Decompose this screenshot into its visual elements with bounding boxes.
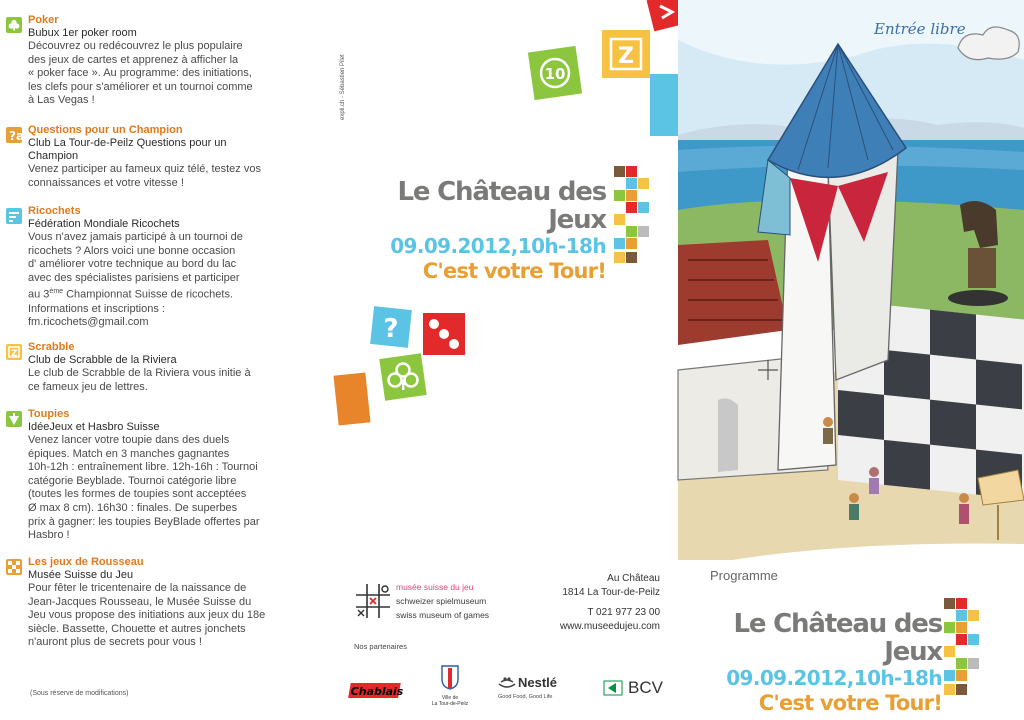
section-body (28, 582, 332, 650)
body-line: Jeu vous propose des initiations aux jeux du 18e (28, 609, 266, 622)
game-icon-strip (614, 166, 662, 270)
disclaimer-note: (Sous réserve de modifications) (30, 690, 129, 697)
museum-logo (354, 580, 524, 630)
photo-credit (340, 10, 350, 120)
nestle-text: Nestlé (518, 674, 558, 690)
chablais-text: Chablais (350, 685, 404, 698)
body-line: Hasbro ! (28, 529, 70, 542)
section-body (28, 231, 332, 330)
body-text: Championnat Suisse de ricochets. (63, 289, 234, 302)
section-body (28, 434, 332, 543)
poker-club-icon (6, 17, 22, 33)
body-line: « poker face ». Au programme: des initiations, (28, 67, 252, 80)
body-line: des jeux de cartes et apprenez à afficher la (28, 53, 239, 66)
question-icon (6, 127, 25, 143)
ten-ball-tile (526, 44, 584, 102)
body-line: prix à gagner: les toupies BeyBlade offertes par (28, 515, 260, 528)
body-line: Jean-Jacques Rousseau, le Musée Suisse du (28, 595, 252, 608)
section-poker (6, 14, 332, 108)
ten-label: 10 (544, 65, 566, 83)
body-line (28, 285, 332, 302)
ricochets-icon (6, 208, 22, 224)
tic-tac-toe-icon (354, 582, 392, 620)
body-line: à Las Vegas ! (28, 94, 95, 107)
scrabble-tile-icon (6, 344, 22, 360)
body-line: (toutes les formes de toupies sont acceptées (28, 488, 247, 501)
event-date: 09.09.2012,10h-18h (390, 234, 606, 258)
body-line: siècle. Bassette, Chouette et autres jonchets (28, 622, 246, 635)
body-line: connaissances et votre vitesse ! (28, 176, 184, 189)
body-line: les clefs pour s'améliorer et un tournoi comme (28, 80, 253, 93)
body-line: catégorie Beyblade. Tournoi catégorie libre (28, 474, 237, 487)
section-heading: Scrabble (28, 341, 75, 353)
spinning-top-icon (6, 411, 22, 427)
nest-icon (498, 674, 516, 690)
body-line: Ø max 8 cm). 16h30 : finales. De superbes (28, 501, 238, 514)
body-line: Vous n'avez jamais participé à un tournoi de (28, 231, 243, 243)
section-heading: Toupies (28, 408, 70, 420)
middle-panel (338, 0, 678, 720)
free-entry-label: Entrée libre (874, 20, 966, 38)
bcv-text: BCV (628, 678, 663, 697)
credit-text: expli.ch - Sébastien Pilet (340, 54, 346, 120)
museum-name-fr: musée suisse du jeu (396, 582, 474, 592)
section-heading: Les jeux de Rousseau (28, 556, 144, 568)
body-line: Venez participer au fameux quiz télé, testez vos (28, 163, 261, 175)
cover-slogan: C'est votre Tour! (758, 691, 942, 715)
body-text: au 3 (28, 289, 50, 302)
body-line: Pour fêter le tricentenaire de la naissance de (28, 582, 247, 594)
left-panel (0, 0, 338, 720)
ville-line2: La Tour-de-Peilz (431, 701, 469, 707)
partners-label: Nos partenaires (354, 642, 407, 651)
body-line: épiques. Match en 3 manches gagnantes (28, 447, 230, 460)
email-link[interactable]: fm.ricochets@gmail.com (28, 316, 149, 329)
section-heading: Questions pour un Champion (28, 124, 183, 136)
section-heading: Poker (28, 14, 59, 26)
programme-label: Programme (710, 568, 778, 583)
section-heading: Ricochets (28, 205, 81, 217)
body-line: Le club de Scrabble de la Riviera vous initie à (28, 367, 251, 379)
orange-tile (332, 372, 372, 428)
cover-title: Le Château des Jeux (733, 609, 942, 667)
body-line: Venez lancer votre toupie dans des duels (28, 434, 230, 446)
question-mark: ? (383, 314, 399, 344)
nestle-logo (498, 674, 557, 700)
ville-logo (430, 664, 470, 707)
body-line: Informations et inscriptions : (28, 302, 165, 315)
section-toupies (6, 408, 332, 543)
section-body (28, 40, 332, 108)
section-organizer: Bubux 1er poker room (28, 27, 137, 39)
section-organizer: Musée Suisse du Jeu (28, 569, 134, 581)
website-link[interactable]: www.museedujeu.com (559, 621, 660, 632)
ville-line1: Ville de (441, 695, 459, 701)
museum-name-en: swiss museum of games (396, 610, 490, 620)
bcv-logo (602, 678, 663, 698)
section-scrabble (6, 341, 332, 394)
chablais-logo (350, 676, 404, 709)
body-line: d' améliorer votre technique au bord du lac (28, 258, 237, 271)
section-organizer: Club La Tour-de-Peilz Questions pour un Champion (28, 137, 227, 162)
bcv-arrow-icon (602, 679, 624, 697)
ordinal-suffix: ème (49, 288, 64, 296)
section-body (28, 163, 332, 190)
section-ricochets (6, 205, 332, 330)
wave-divider (678, 530, 1024, 570)
section-organizer: Fédération Mondiale Ricochets (28, 218, 180, 230)
cover-panel (678, 0, 1024, 720)
svg-text:Z: Z (11, 349, 18, 359)
body-line: 10h-12h : entraînement libre. 12h-16h : Tournoi (28, 461, 258, 474)
blue-side-tile (650, 74, 680, 136)
question-tile (368, 304, 414, 350)
nestle-tagline: Good Food, Good Life (498, 694, 553, 700)
z-letter: Z (618, 44, 634, 69)
museum-name-de: schweizer spielmuseum (396, 596, 487, 606)
address-line2: 1814 La Tour-de-Peilz (562, 587, 660, 598)
dice-tile (420, 310, 468, 358)
event-title: Le Château des Jeux (397, 177, 606, 235)
section-organizer: IdéeJeux et Hasbro Suisse (28, 421, 160, 433)
body-line: Découvrez ou redécouvrez le plus populaire (28, 40, 243, 52)
body-line: ce fameux jeu de lettres. (28, 380, 148, 393)
z-letter-tile (600, 28, 652, 80)
svg-text:?a: ?a (9, 129, 25, 143)
cover-icon-strip (944, 598, 992, 702)
section-body (28, 367, 332, 394)
body-line: n'auront plus de secrets pour vous ! (28, 636, 202, 649)
section-organizer: Club de Scrabble de la Riviera (28, 354, 177, 366)
section-rousseau (6, 556, 332, 650)
club-tile (378, 352, 428, 402)
address-line1: Au Château (607, 573, 660, 584)
address-block (560, 572, 660, 634)
event-slogan: C'est votre Tour! (422, 259, 606, 283)
body-line: ricochets ? Alors voici une bonne occasion (28, 244, 236, 257)
checkerboard-icon (6, 559, 22, 575)
phone-number: T 021 977 23 00 (587, 607, 660, 618)
section-questions (6, 124, 332, 190)
event-title-block (338, 178, 606, 284)
cover-title-block (678, 610, 942, 716)
cover-date: 09.09.2012,10h-18h (726, 666, 942, 690)
body-line: avec des spécialistes parisiens et participer (28, 271, 240, 284)
